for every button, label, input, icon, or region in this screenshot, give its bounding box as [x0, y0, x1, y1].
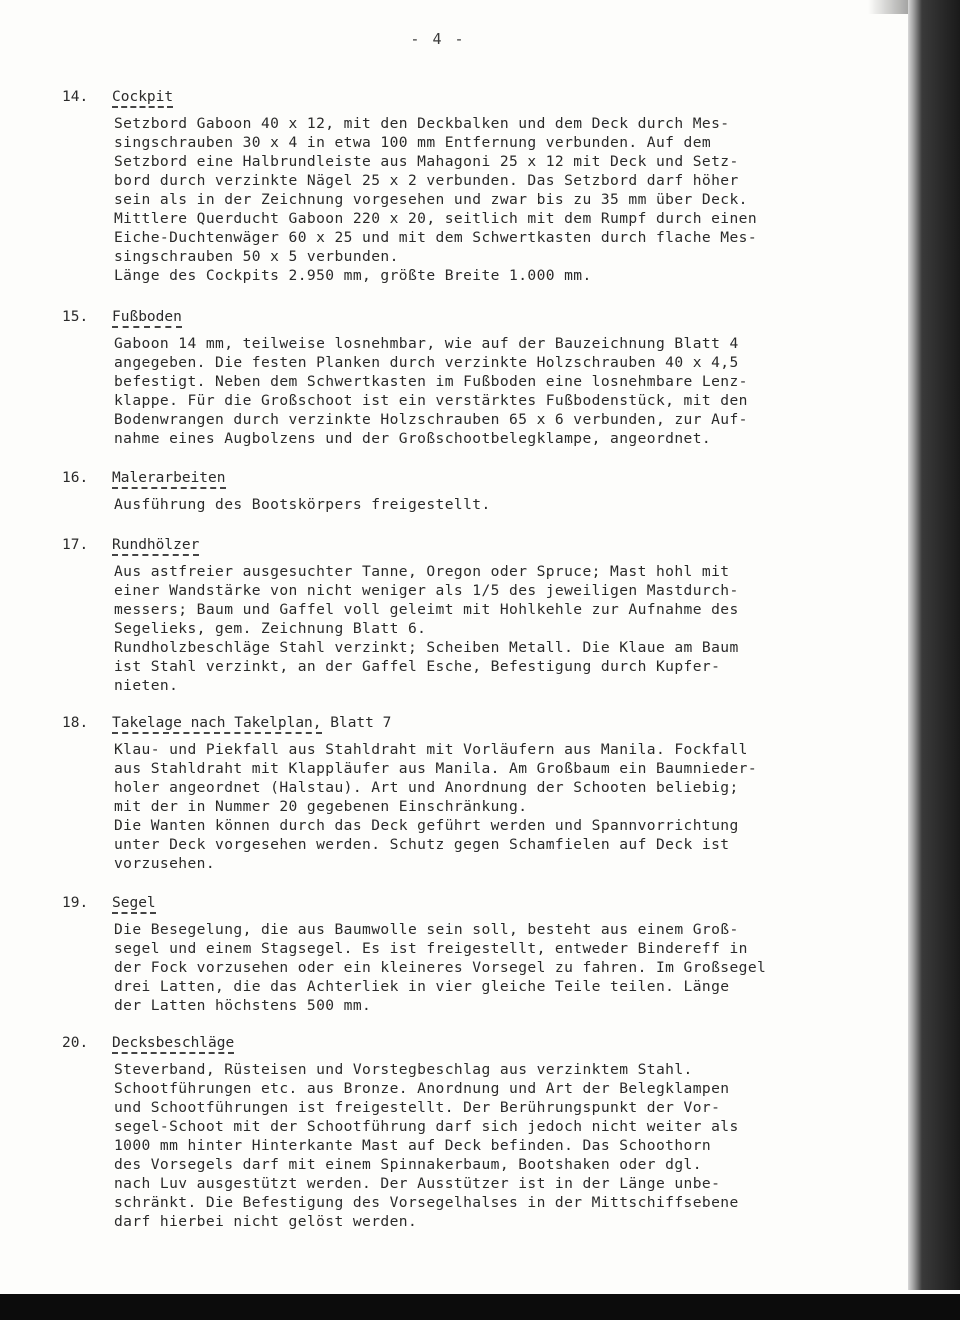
text-line: befestigt. Neben dem Schwertkasten im Fußboden eine losnehmbare Lenz- — [114, 373, 748, 390]
section-number: 20. — [62, 1035, 89, 1051]
text-line: singschrauben 50 x 5 verbunden. — [114, 248, 399, 265]
text-line: nieten. — [114, 677, 179, 694]
section-heading — [62, 712, 862, 734]
text-line: Klau- und Piekfall aus Stahldraht mit Vorläufern aus Manila. Fockfall — [114, 741, 748, 758]
section-body — [114, 1060, 862, 1231]
section-title: Segel — [112, 896, 156, 914]
scan-shadow — [868, 0, 908, 14]
text-line: darf hierbei nicht gelöst werden. — [114, 1213, 418, 1230]
section-number: 18. — [62, 715, 89, 731]
section-16-malerarbeiten — [62, 467, 862, 514]
section-heading — [62, 1032, 862, 1054]
section-number: 15. — [62, 309, 89, 325]
text-line: Schootführungen etc. aus Bronze. Anordnung und Art der Belegklampen — [114, 1080, 730, 1097]
text-line: Gaboon 14 mm, teilweise losnehmbar, wie auf der Bauzeichnung Blatt 4 — [114, 335, 739, 352]
text-line: messers; Baum und Gaffel voll geleimt mit Hohlkehle zur Aufnahme des — [114, 601, 739, 618]
text-line: nahme eines Augbolzens und der Großschootbelegklampe, angeordnet. — [114, 430, 712, 447]
text-line: der Latten höchstens 500 mm. — [114, 997, 372, 1014]
text-line: ist Stahl verzinkt, an der Gaffel Esche, Befestigung durch Kupfer- — [114, 658, 721, 675]
text-line: Steverband, Rüsteisen und Vorstegbeschlag aus verzinktem Stahl. — [114, 1061, 693, 1078]
text-line: 1000 mm hinter Hinterkante Mast auf Deck befinden. Das Schoothorn — [114, 1137, 712, 1154]
text-line: schränkt. Die Befestigung des Vorsegelhalses in der Mittschiffsebene — [114, 1194, 739, 1211]
text-line: und Schootführungen ist freigestellt. Der Berührungspunkt der Vor- — [114, 1099, 721, 1116]
text-line: Setzbord Gaboon 40 x 12, mit den Deckbalken und dem Deck durch Mes- — [114, 115, 730, 132]
section-title: Decksbeschläge — [112, 1036, 234, 1054]
section-number: 19. — [62, 895, 89, 911]
text-line: aus Stahldraht mit Klappläufer aus Manila. Am Großbaum ein Baumnieder- — [114, 760, 758, 777]
text-line: unter Deck vorgesehen werden. Schutz gegen Schamfielen auf Deck ist — [114, 836, 730, 853]
section-20-decksbeschlaege — [62, 1032, 862, 1231]
section-19-segel — [62, 892, 862, 1015]
text-line: der Fock vorzusehen oder ein kleineres Vorsegel zu fahren. Im Großsegel — [114, 959, 767, 976]
text-line: singschrauben 30 x 4 in etwa 100 mm Entfernung verbunden. Auf dem — [114, 134, 712, 151]
page-number: - 4 - — [410, 30, 466, 48]
section-heading — [62, 534, 862, 556]
text-line: Die Besegelung, die aus Baumwolle sein soll, besteht aus einem Groß- — [114, 921, 739, 938]
text-line: Länge des Cockpits 2.950 mm, größte Breite 1.000 mm. — [114, 267, 592, 284]
section-heading — [62, 86, 862, 108]
text-line: Rundholzbeschläge Stahl verzinkt; Scheiben Metall. Die Klaue am Baum — [114, 639, 739, 656]
text-line: segel und einem Stagsegel. Es ist freigestellt, entweder Bindereff in — [114, 940, 748, 957]
text-line: Setzbord eine Halbrundleiste aus Mahagoni 25 x 12 mit Deck und Setz- — [114, 153, 739, 170]
section-title: Takelage nach Takelplan, — [112, 716, 322, 734]
section-18-takelage — [62, 712, 862, 873]
section-body — [114, 495, 862, 514]
text-line: mit der in Nummer 20 gegebenen Einschränkung. — [114, 798, 528, 815]
section-number: 16. — [62, 470, 89, 486]
section-17-rundhoelzer — [62, 534, 862, 695]
text-line: sein als in der Zeichnung vorgesehen und zwar bis zu 35 mm über Deck. — [114, 191, 748, 208]
section-title: Fußboden — [112, 310, 182, 328]
text-line: des Vorsegels darf mit einem Spinnakerbaum, Bootshaken oder dgl. — [114, 1156, 702, 1173]
text-line: klappe. Für die Großschoot ist ein verstärktes Fußbodenstück, mit den — [114, 392, 748, 409]
text-line: holer angeordnet (Halstau). Art und Anordnung der Schooten beliebig; — [114, 779, 739, 796]
text-line: einer Wandstärke von nicht weniger als 1/5 des jeweiligen Mastdurch- — [114, 582, 739, 599]
text-line: Segelieks, gem. Zeichnung Blatt 6. — [114, 620, 427, 637]
text-line: segel-Schoot mit der Schootführung darf sich jedoch nicht weiter als — [114, 1118, 739, 1135]
section-title: Malerarbeiten — [112, 471, 226, 489]
section-title: Rundhölzer — [112, 538, 199, 556]
section-body — [114, 562, 862, 695]
text-line: nach Luv ausgestützt werden. Der Ausstützer ist in der Länge unbe- — [114, 1175, 721, 1192]
text-line: Die Wanten können durch das Deck geführt werden und Spannvorrichtung — [114, 817, 739, 834]
section-number: 14. — [62, 89, 89, 105]
text-line: vorzusehen. — [114, 855, 216, 872]
section-body — [114, 920, 862, 1015]
scan-binding-edge — [908, 0, 960, 1290]
section-heading — [62, 467, 862, 489]
text-line: angegeben. Die festen Planken durch verzinkte Holzschrauben 40 x 4,5 — [114, 354, 739, 371]
text-line: Mittlere Querducht Gaboon 220 x 20, seitlich mit dem Rumpf durch einen — [114, 210, 758, 227]
section-number: 17. — [62, 537, 89, 553]
section-title: Cockpit — [112, 90, 173, 108]
section-body — [114, 334, 862, 448]
text-line: Ausführung des Bootskörpers freigestellt. — [114, 496, 491, 513]
section-heading — [62, 892, 862, 914]
scan-bottom-edge — [0, 1294, 960, 1320]
text-line: Bodenwrangen durch verzinkte Holzschrauben 65 x 6 verbunden, zur Auf- — [114, 411, 748, 428]
text-line: Aus astfreier ausgesuchter Tanne, Oregon oder Spruce; Mast hohl mit — [114, 563, 730, 580]
text-line: bord durch verzinkte Nägel 25 x 2 verbunden. Das Setzbord darf höher — [114, 172, 739, 189]
section-15-fussboden — [62, 306, 862, 448]
section-body — [114, 114, 862, 285]
text-line: drei Latten, die das Achterliek in vier gleiche Teile teilen. Länge — [114, 978, 730, 995]
section-body — [114, 740, 862, 873]
section-heading — [62, 306, 862, 328]
section-14-cockpit — [62, 86, 862, 285]
text-line: Eiche-Duchtenwäger 60 x 25 und mit dem Schwertkasten durch flache Mes- — [114, 229, 758, 246]
section-title-reference: Blatt 7 — [321, 715, 392, 731]
